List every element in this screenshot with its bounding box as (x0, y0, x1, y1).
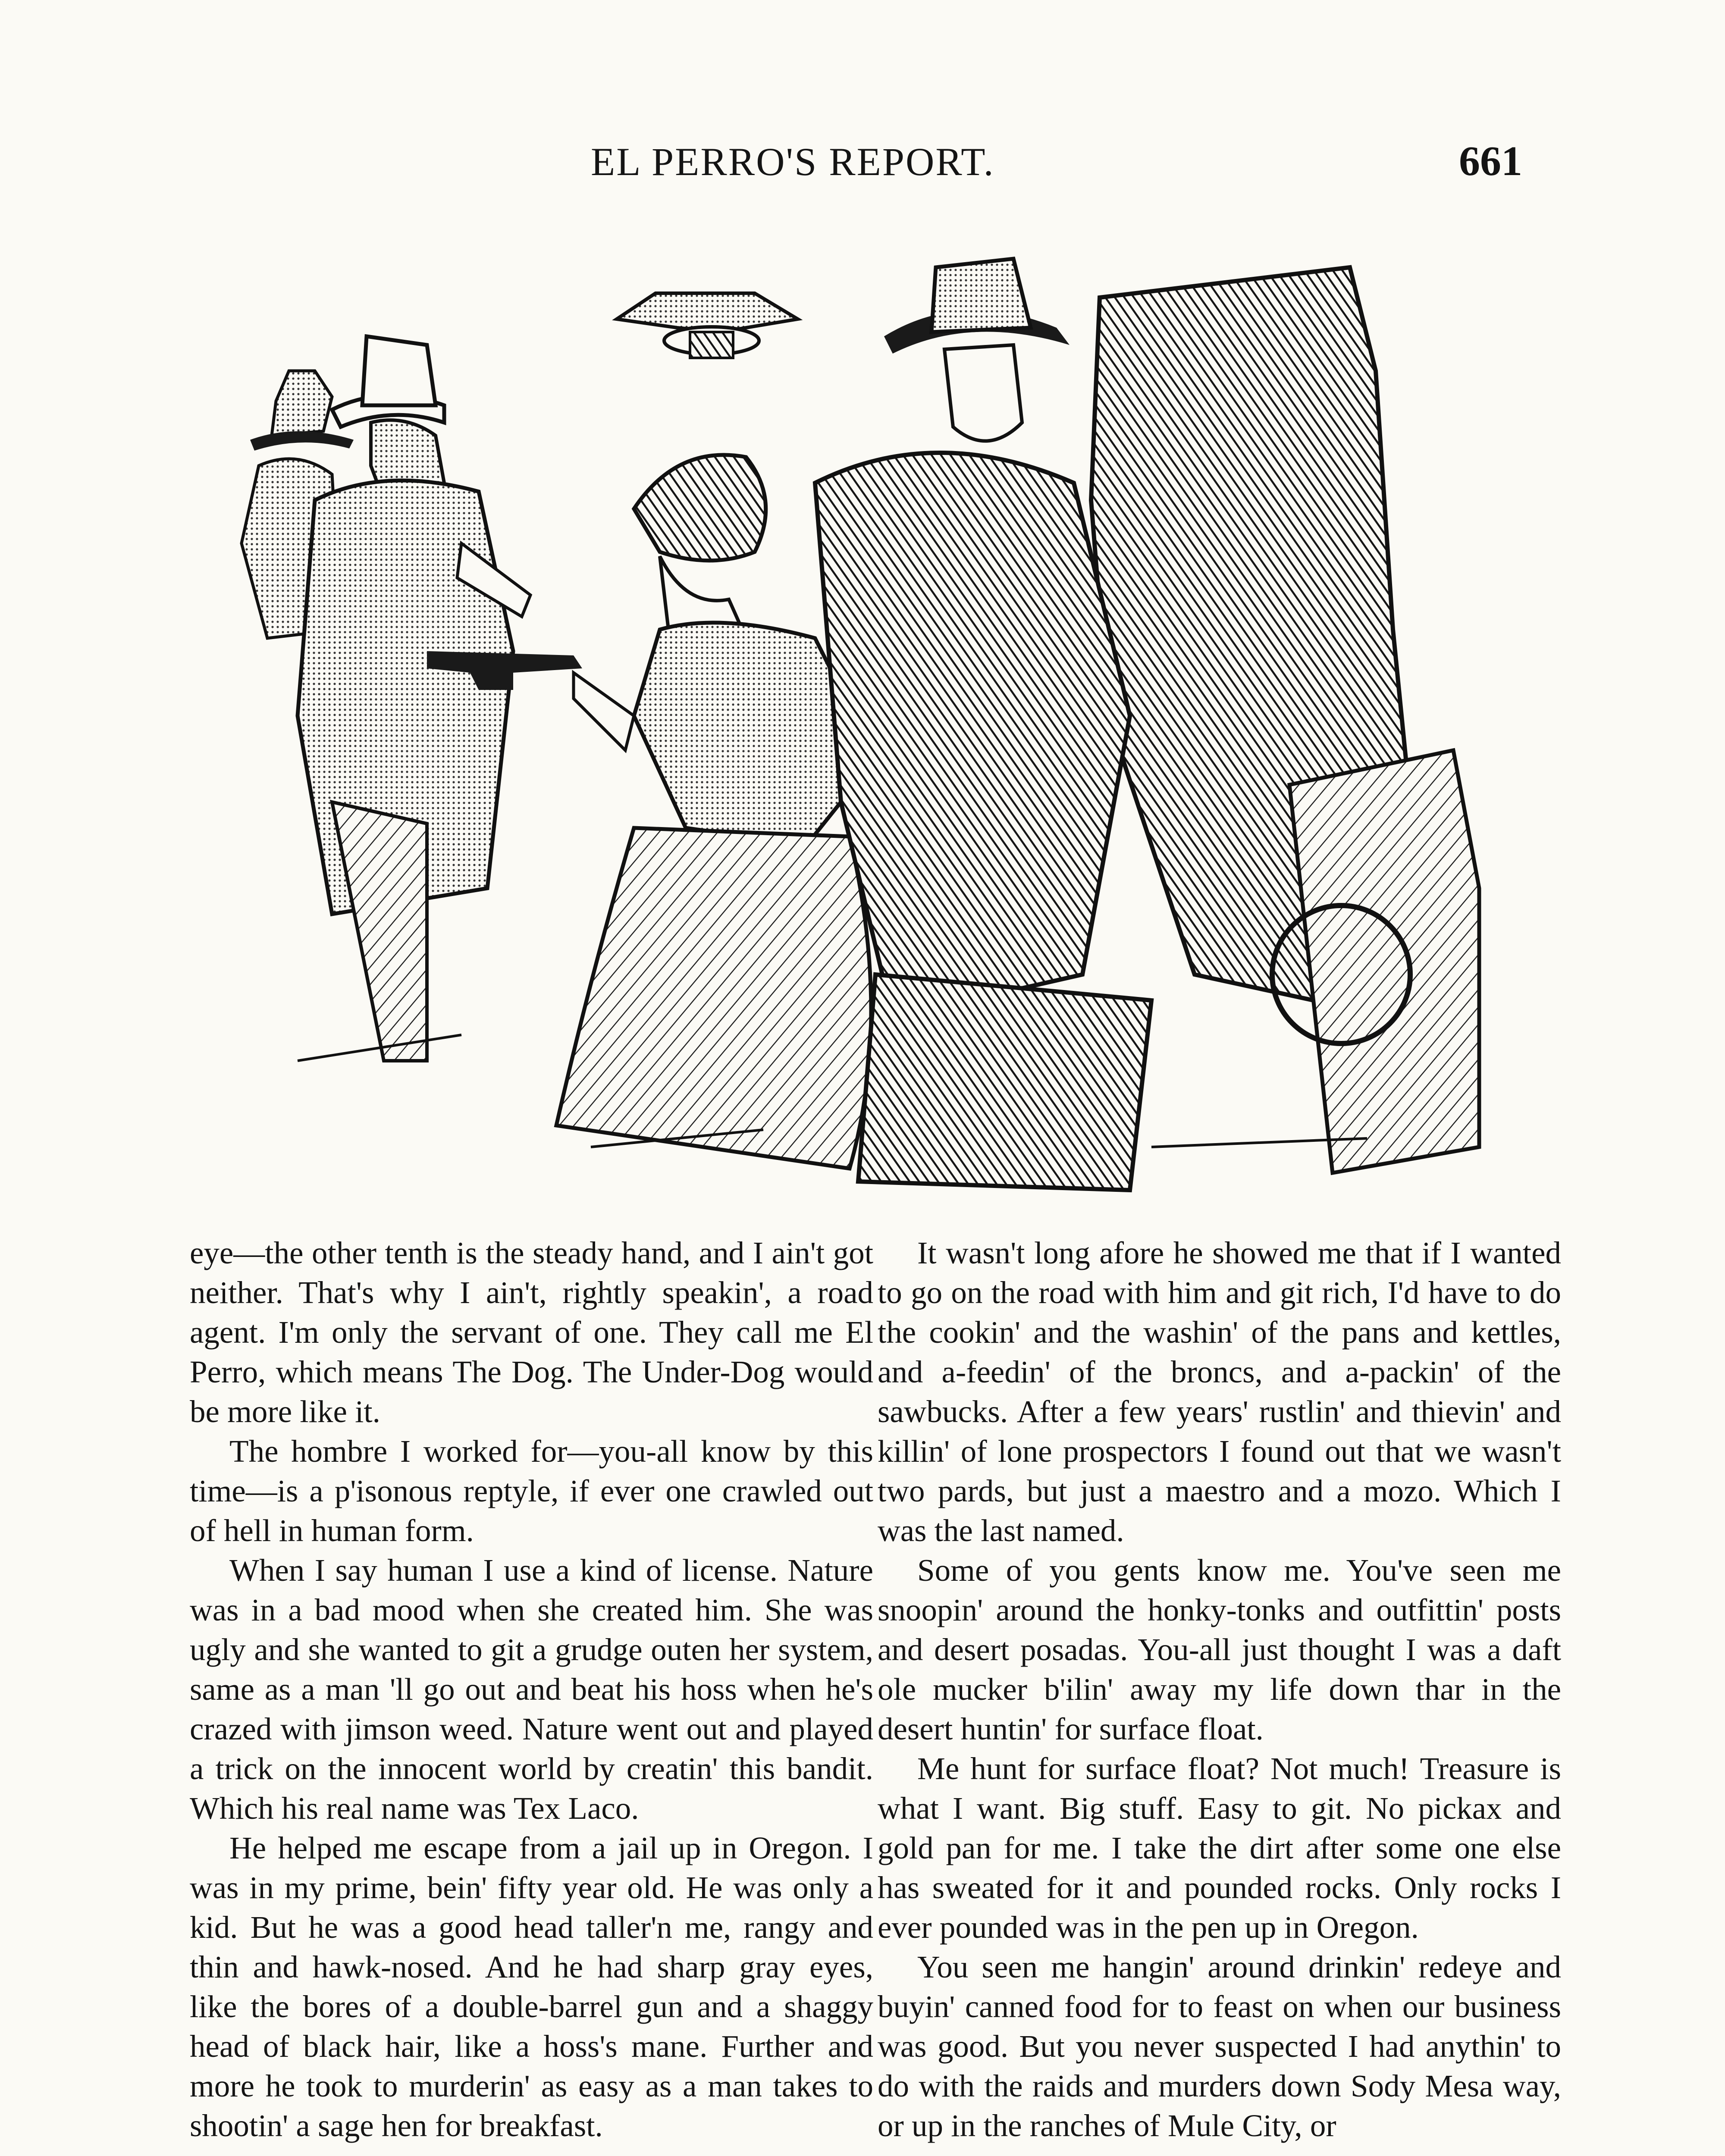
left-column (190, 1233, 873, 2146)
page-number: 661 (1459, 138, 1522, 185)
illustration-icon (203, 241, 1557, 1199)
right-column (878, 1233, 1561, 2146)
right-paragraph-2: Some of you gents know me. You've seen me snoopin' around the honky-tonks and outfittin' posts and desert posadas. You-all just thought I was a daft ole mucker b'ilin' away my life down thar in the desert huntin' for surface float. (878, 1553, 1561, 1746)
story-illustration (203, 241, 1557, 1199)
right-paragraph-4: You seen me hangin' around drinkin' redeye and buyin' canned food for to feast on when our business was good. But you never suspected I had anythin' to do with the raids and murders down Sody Mesa way, or up in the ranches of Mule City, or (878, 1949, 1561, 2143)
left-paragraph-2: The hombre I worked for—you-all know by this time—is a p'isonous reptyle, if ever one crawled out of hell in human form. (190, 1434, 873, 1548)
left-paragraph-3: When I say human I use a kind of license. Nature was in a bad mood when she created him. She was ugly and she wanted to git a grudge outen her system, same as a man 'll go out and beat his hoss when he's crazed with jimson weed. Nature went out and played a trick on the innocent world by creatin' this bandit. Which his real name was Tex Laco. (190, 1553, 873, 1826)
right-paragraph-3: Me hunt for surface float? Not much! Treasure is what I want. Big stuff. Easy to git. No pickax and gold pan for me. I take the dirt after some one else has sweated for it and pounded rocks. Only rocks I ever pounded was in the pen up in Oregon. (878, 1751, 1561, 1945)
left-paragraph-1: eye—the other tenth is the steady hand, and I ain't got neither. That's why I ain't, rightly speakin', a road agent. I'm only the servant of one. They call me El Perro, which means The Dog. The Under-Dog would be more like it. (190, 1235, 873, 1429)
running-title: EL PERRO'S REPORT. (591, 140, 995, 184)
left-paragraph-4: He helped me escape from a jail up in Oregon. I was in my prime, bein' fifty year old. He was only a kid. But he was a good head taller'n me, rangy and thin and hawk-nosed. And he had sharp gray eyes, like the bores of a double-barrel gun and a shaggy head of black hair, like a hoss's mane. Further and more he took to murderin' as easy as a man takes to shootin' a sage hen for breakfast. (190, 1830, 873, 2143)
right-paragraph-1: It wasn't long afore he showed me that if I wanted to go on the road with him and git rich, I'd have to do the cookin' and the washin' of the pans and kettles, and a-feedin' of the broncs, and a-packin' of the sawbucks. After a few years' rustlin' and thievin' and killin' of lone prospectors I found out that we wasn't two pards, but just a maestro and a mozo. Which I was the last named. (878, 1235, 1561, 1548)
